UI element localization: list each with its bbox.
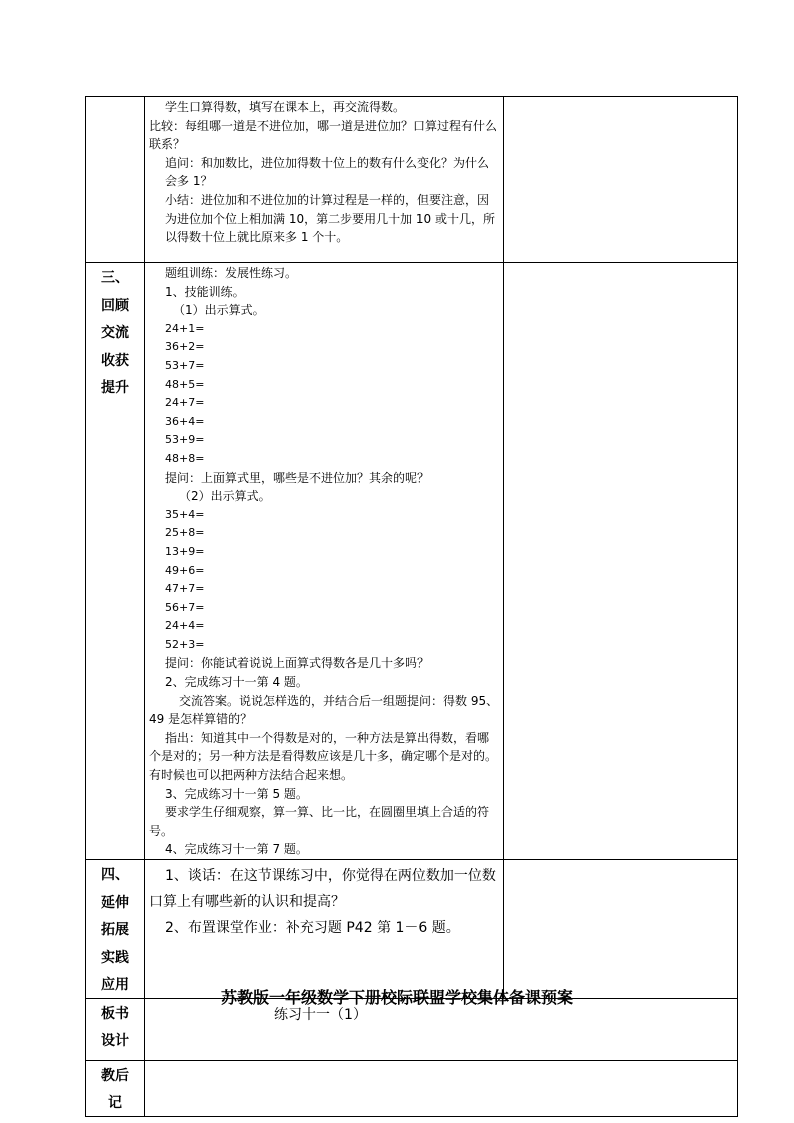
equation: 13+9= (165, 544, 205, 558)
text-line: 学生口算得数，填写在课本上，再交流得数。 (165, 100, 406, 114)
notes-cell (504, 97, 738, 263)
notes-cell (504, 860, 738, 999)
text-line: 指出：知道其中一个得数是对的，一种方法是算出得数，看哪个是对的；另一种方法是看得数应该是几十多，确定哪个是对的。有时候也可以把两种方法结合起来想。 (149, 730, 498, 783)
row-label-cell (86, 97, 145, 263)
text-line: 2、布置课堂作业：补充习题 P42 第 1－6 题。 (165, 920, 460, 936)
table-row (86, 263, 738, 860)
row-label-line: 拓展 (101, 922, 129, 938)
equation: 56+7= (165, 600, 205, 614)
equation: 48+5= (165, 377, 205, 391)
text-line: 交流答案。说说怎样选的，并结合后一组题提问：得数 95、49 是怎样算错的？ (149, 693, 499, 727)
content-cell (145, 860, 504, 999)
row-label-line: 回顾 (101, 297, 129, 314)
row-label-line: 教后 (101, 1067, 129, 1084)
text-line: 小结：进位加和不进位加的计算过程是一样的，但要注意，因为进位加个位上相加满 10，第二步要用几十加 10 或十几，所以得数十位上就比原来多 1 个十。 (165, 192, 495, 245)
row-label-cell (86, 860, 145, 999)
notes-cell (504, 263, 738, 860)
text-line: 提问：你能试着说说上面算式得数各是几十多吗？ (165, 656, 430, 671)
row-label-line: 交流 (101, 325, 129, 341)
text-line: 4、完成练习十一第 7 题。 (165, 842, 308, 857)
equation-row (149, 394, 500, 468)
text-line: 提问：上面算式里，哪些是不进位加？其余的呢？ (165, 470, 430, 485)
equation: 24+1= (165, 321, 205, 335)
row-label-line: 三、 (101, 270, 129, 286)
equation: 49+6= (165, 563, 205, 577)
equation: 24+7= (165, 396, 205, 410)
equation: 36+2= (165, 340, 205, 354)
text-line: （1）出示算式。 (173, 303, 265, 318)
equation-row (149, 580, 500, 654)
footer-title: 苏教版一年级数学下册校际联盟学校集体备课预案 (220, 988, 573, 1007)
equation: 24+4= (165, 619, 205, 633)
text-line: 比较：每组哪一道是不进位加，哪一道是进位加？口算过程有什么联系？ (149, 118, 498, 152)
row-label-cell (86, 263, 145, 860)
equation: 47+7= (165, 582, 205, 596)
equation: 25+8= (165, 526, 205, 540)
table-row (86, 860, 738, 999)
equation: 35+4= (165, 507, 205, 521)
equation-row (149, 320, 500, 394)
lesson-plan-table (85, 96, 738, 1117)
row-label-line: 设计 (101, 1033, 129, 1049)
row-label-line: 应用 (101, 977, 129, 993)
reflection-cell (145, 1060, 738, 1116)
row-label-line: 四、 (101, 867, 129, 883)
row-label-cell (86, 1060, 145, 1116)
text-line: 1、技能训练。 (165, 284, 245, 299)
table-row (86, 1060, 738, 1116)
row-label-line: 延伸 (101, 894, 129, 911)
text-line: 追问：和加数比，进位加得数十位上的数有什么变化？为什么会多 1？ (165, 155, 490, 189)
equation-row (149, 506, 500, 580)
row-label-line: 收获 (101, 352, 129, 369)
text-line: 要求学生仔细观察，算一算、比一比，在圆圈里填上合适的符号。 (149, 805, 490, 838)
text-line: 2、完成练习十一第 4 题。 (165, 675, 308, 690)
text-line: 1、谈话：在这节课练习中，你觉得在两位数加一位数口算上有哪些新的认识和提高？ (149, 868, 496, 910)
row-label-line: 提升 (101, 380, 129, 396)
content-cell (145, 97, 504, 263)
content-cell (145, 263, 504, 860)
equation: 53+7= (165, 358, 205, 372)
table-row (86, 97, 738, 263)
row-label-line: 记 (108, 1095, 122, 1111)
equation: 53+9= (165, 433, 205, 447)
equation: 36+4= (165, 414, 205, 428)
text-line: 3、完成练习十一第 5 题。 (165, 786, 308, 801)
equation: 52+3= (165, 637, 205, 651)
blackboard-title: 练习十一（1） (274, 1006, 367, 1023)
equation: 48+8= (165, 451, 205, 465)
text-line: 题组训练：发展性练习。 (165, 266, 298, 280)
row-label-line: 实践 (101, 949, 129, 966)
text-line: （2）出示算式。 (179, 489, 271, 504)
row-label-line: 板书 (101, 1005, 129, 1022)
